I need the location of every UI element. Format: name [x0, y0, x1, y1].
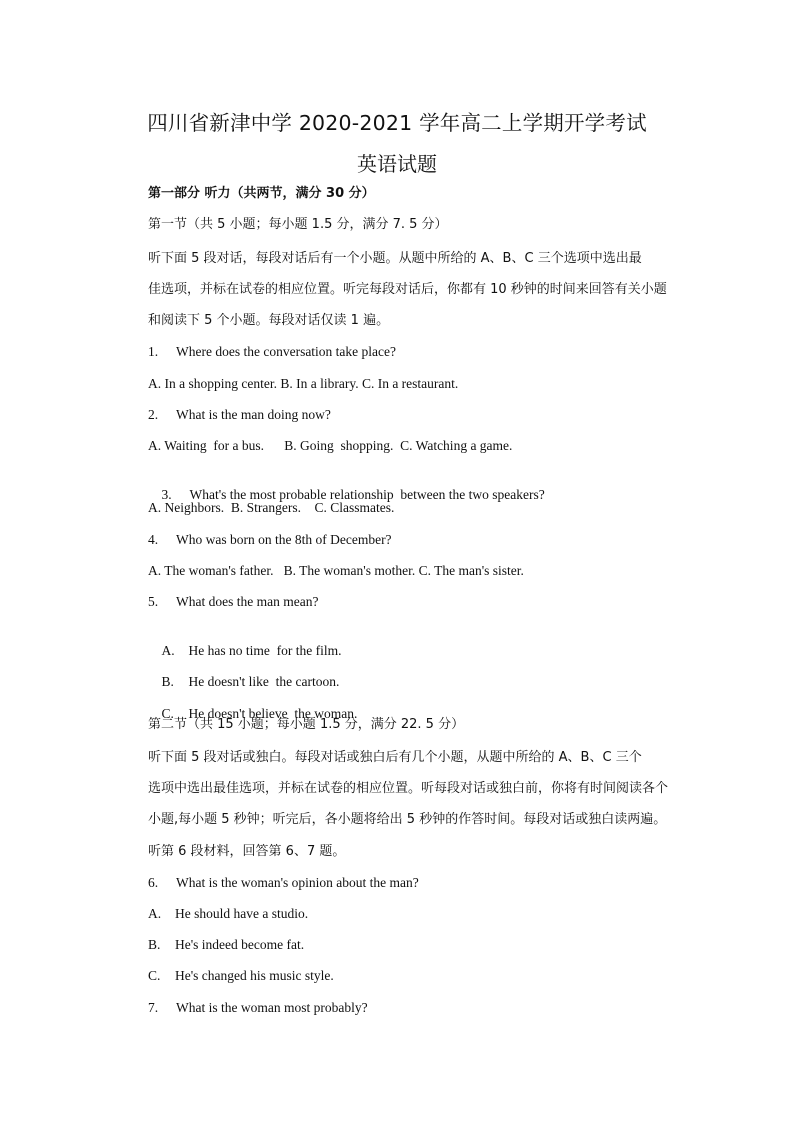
section2-instruction-line: 小题,每小题 5 秒钟；听完后，各小题将给出 5 秒钟的作答时间。每段对话或独白读两遍。 — [148, 812, 667, 827]
question-text: What's the most probable relationship between the two speakers? — [189, 487, 545, 502]
option-letter: C. — [161, 706, 174, 721]
question-7 — [148, 999, 368, 1017]
question-5 — [148, 593, 318, 611]
option-letter: B. — [161, 674, 174, 689]
option-text: He's changed his music style. — [175, 968, 334, 983]
question-1-options: A. In a shopping center. B. In a library. C. In a restaurant. — [148, 376, 459, 391]
question-6-option-a — [148, 905, 308, 923]
question-1 — [148, 343, 396, 361]
option-letter: C. — [148, 968, 161, 983]
section2-instruction-line: 选项中选出最佳选项，并标在试卷的相应位置。听每段对话或独白前，你将有时间阅读各个 — [148, 781, 669, 796]
option-text: He doesn't believe the woman. — [188, 706, 358, 721]
exam-subtitle: 英语试题 — [357, 152, 437, 176]
section1-instruction-line: 佳选项，并标在试卷的相应位置。听完每段对话后，你都有 10 秒钟的时间来回答有关小题 — [148, 282, 667, 297]
question-number: 4. — [148, 532, 159, 547]
question-number: 7. — [148, 1000, 159, 1015]
question-6-option-b — [148, 936, 304, 954]
question-3-options: A. Neighbors. B. Strangers. C. Classmates. — [148, 500, 395, 515]
question-2 — [148, 406, 331, 424]
question-number: 1. — [148, 344, 159, 359]
question-2-options: A. Waiting for a bus. B. Going shopping. C. Watching a game. — [148, 438, 513, 453]
option-text: He doesn't like the cartoon. — [188, 674, 340, 689]
section1-instruction-line: 和阅读下 5 个小题。每段对话仅读 1 遍。 — [148, 313, 390, 328]
material-6-heading: 听第 6 段材料，回答第 6、7 题。 — [148, 844, 346, 859]
question-text: What does the man mean? — [176, 594, 319, 609]
option-letter: A. — [148, 906, 162, 921]
option-letter: A. — [161, 643, 175, 658]
section1-instruction-line: 听下面 5 段对话，每段对话后有一个小题。从题中所给的 A、B、C 三个选项中选出最 — [148, 251, 642, 266]
question-text: What is the man doing now? — [176, 407, 331, 422]
exam-title: 四川省新津中学 2020-2021 学年高二上学期开学考试 — [147, 111, 647, 135]
question-text: Who was born on the 8th of December? — [176, 532, 392, 547]
question-text: What is the woman most probably? — [176, 1000, 368, 1015]
question-number: 5. — [148, 594, 159, 609]
question-6 — [148, 874, 419, 892]
question-4 — [148, 531, 392, 549]
part1-heading: 第一部分 听力（共两节，满分 30 分） — [148, 186, 375, 201]
section1-heading: 第一节（共 5 小题；每小题 1.5 分，满分 7. 5 分） — [148, 217, 448, 232]
question-4-options: A. The woman's father. B. The woman's mother. C. The man's sister. — [148, 563, 524, 578]
question-text: What is the woman's opinion about the man? — [176, 875, 419, 890]
question-number: 2. — [148, 407, 159, 422]
option-text: He's indeed become fat. — [175, 937, 305, 952]
section2-instruction-line: 听下面 5 段对话或独白。每段对话或独白后有几个小题，从题中所给的 A、B、C 三个 — [148, 750, 642, 765]
question-6-option-c — [148, 967, 334, 985]
question-number: 3. — [161, 487, 172, 502]
question-number: 6. — [148, 875, 159, 890]
option-text: He has no time for the film. — [188, 643, 342, 658]
option-letter: B. — [148, 937, 161, 952]
option-text: He should have a studio. — [175, 906, 309, 921]
section2-heading: 第二节（共 15 小题；每小题 1.5 分，满分 22. 5 分） — [148, 717, 465, 732]
question-text: Where does the conversation take place? — [176, 344, 397, 359]
